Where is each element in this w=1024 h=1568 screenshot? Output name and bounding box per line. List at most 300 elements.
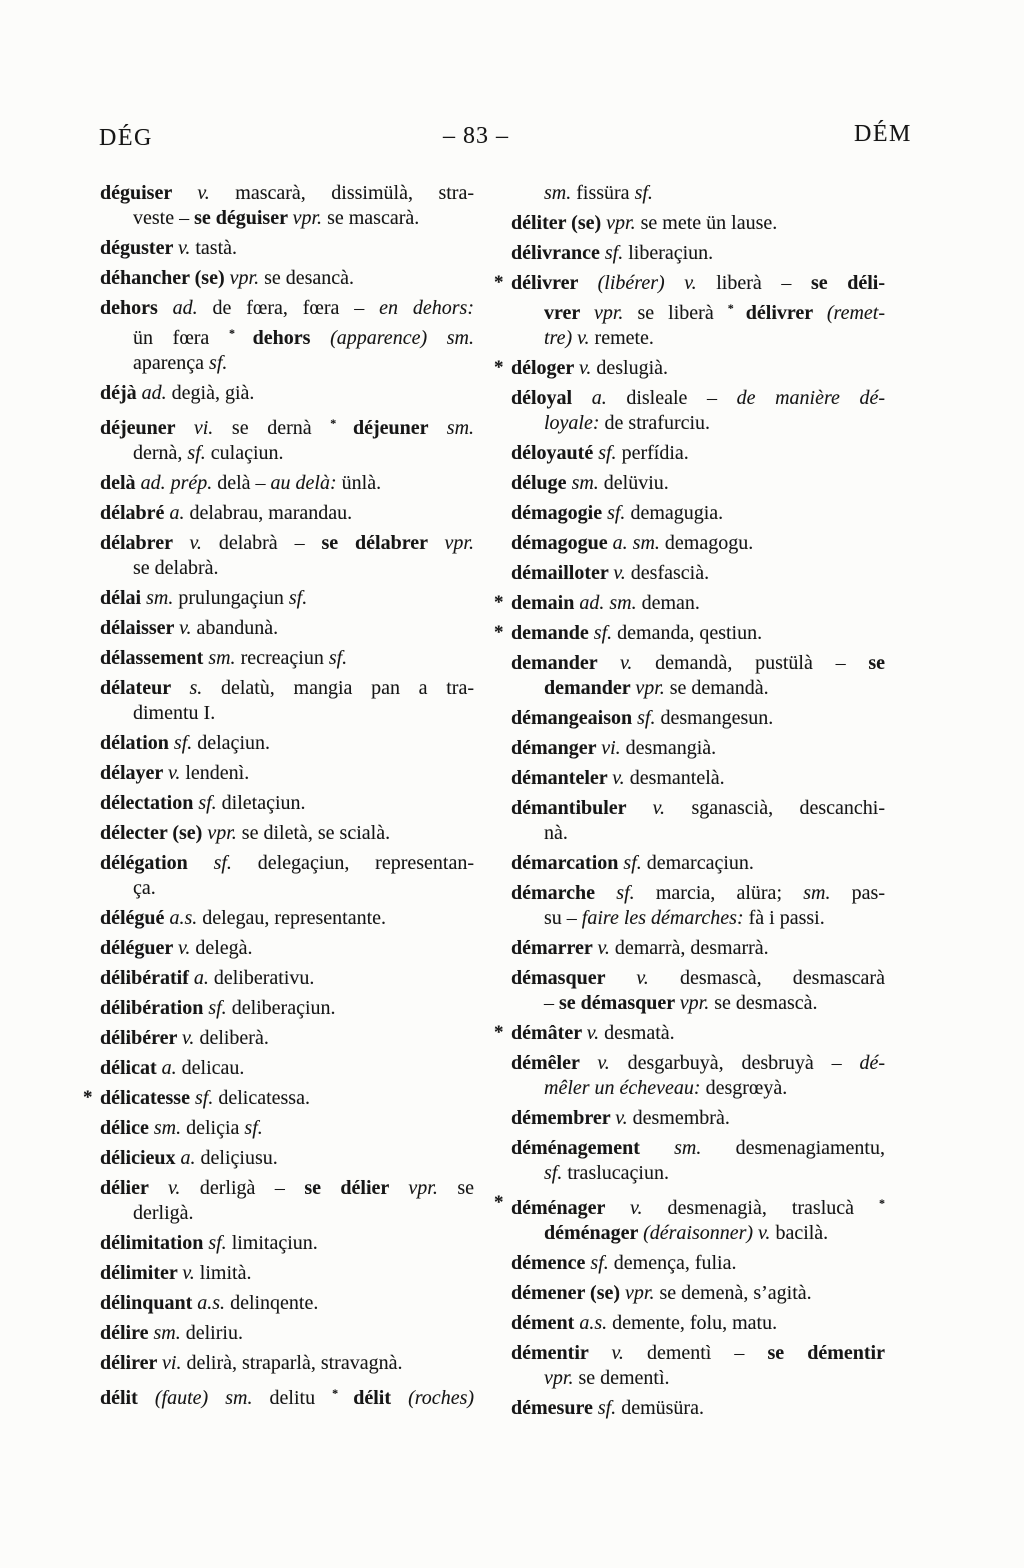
- translation-text: delegau, representante.: [202, 907, 387, 929]
- translation-text: culaçiun.: [210, 442, 284, 464]
- italic-text: sm.: [803, 882, 852, 904]
- translation-text: liberà –: [716, 272, 811, 294]
- entry-line: [511, 1106, 885, 1131]
- dictionary-entry: [100, 616, 474, 641]
- dictionary-entry: [100, 1176, 474, 1226]
- headword-text: se: [868, 652, 885, 674]
- dictionary-entry: [100, 646, 474, 671]
- entry-line: [511, 1076, 885, 1101]
- translation-text: delegà.: [195, 937, 253, 959]
- translation-text: demandà, pustülà –: [655, 652, 869, 674]
- translation-text: lendenì.: [185, 762, 250, 784]
- dictionary-entry: [511, 1251, 885, 1276]
- italic-text: sf.: [637, 707, 661, 729]
- headword-text: delà: [100, 472, 141, 494]
- entry-line: [511, 1396, 885, 1421]
- translation-text: veste –: [133, 207, 195, 229]
- entry-line: [100, 441, 474, 466]
- italic-text: sf.: [187, 442, 211, 464]
- italic-text: sf.: [198, 792, 222, 814]
- entry-line: [511, 676, 885, 701]
- headword-text: démagogue: [511, 532, 613, 554]
- headword-text: démailloter: [511, 562, 614, 584]
- dictionary-entry: [511, 1311, 885, 1336]
- headword-text: vrer: [544, 302, 594, 324]
- text-columns: [83, 181, 886, 1426]
- translation-text: delatù, mangia pan a tra-: [220, 677, 474, 699]
- headword-text: dément: [511, 1312, 580, 1334]
- italic-text: sf.: [590, 1252, 614, 1274]
- dictionary-entry: [494, 1191, 885, 1246]
- entry-line: [100, 411, 474, 441]
- headword-text: délabrer: [100, 532, 190, 554]
- italic-text: v.: [586, 1022, 605, 1044]
- dictionary-entry: [511, 1396, 885, 1421]
- translation-text: se: [457, 1177, 475, 1199]
- headword-text: déménager: [511, 1197, 631, 1219]
- italic-text: sf.: [616, 882, 656, 904]
- headword-text: délimitation: [100, 1232, 209, 1254]
- entry-line: [100, 1261, 474, 1286]
- italic-text: (apparence) sm.: [330, 327, 474, 349]
- translation-text: delinqente.: [230, 1292, 319, 1314]
- headword-text: déliter (se): [511, 212, 607, 234]
- headword-text: se démentir: [767, 1342, 885, 1364]
- dictionary-entry: [511, 181, 885, 206]
- dictionary-entry: [100, 501, 474, 526]
- headword-text: démener (se): [511, 1282, 626, 1304]
- entry-line: [511, 181, 885, 206]
- entry-line: [100, 761, 474, 786]
- translation-text: deliberà.: [199, 1027, 269, 1049]
- entry-line: [100, 586, 474, 611]
- headword-text: délabré: [100, 502, 170, 524]
- translation-text: desmenagià, traslucà: [667, 1197, 879, 1219]
- headword-text: délateur: [100, 677, 190, 699]
- dictionary-entry: [511, 1051, 885, 1101]
- italic-text: sf.: [597, 1397, 622, 1419]
- translation-text: se mascarà.: [327, 207, 420, 229]
- entry-line: [100, 936, 474, 961]
- italic-text: sf.: [593, 622, 618, 644]
- entry-line: [100, 381, 474, 406]
- entry-line: [100, 206, 474, 231]
- dictionary-entry: [100, 851, 474, 901]
- entry-line: [511, 621, 885, 646]
- italic-text: sm.: [153, 1322, 186, 1344]
- translation-text: recreaçiun: [240, 647, 329, 669]
- headword-text: demander: [511, 652, 621, 674]
- italic-text: sm.: [153, 1117, 187, 1139]
- dictionary-entry: [511, 936, 885, 961]
- translation-text: se mete ün lause.: [640, 212, 778, 234]
- dictionary-entry: [100, 906, 474, 931]
- italic-text: vpr.: [635, 677, 670, 699]
- italic-text: a. sm.: [612, 532, 665, 554]
- entry-line: [511, 991, 885, 1016]
- headword-text: délivrance: [511, 242, 605, 264]
- headword-text: démanteler: [511, 767, 613, 789]
- translation-text: bacilà.: [775, 1222, 829, 1244]
- translation-text: desmenagiamentu,: [735, 1137, 885, 1159]
- italic-text: mêler un écheveau:: [544, 1077, 706, 1099]
- italic-text: v.: [167, 1177, 200, 1199]
- translation-text: se delabrà.: [133, 557, 219, 579]
- entry-line: [100, 876, 474, 901]
- italic-text: v.: [620, 652, 656, 674]
- entry-line: [511, 1281, 885, 1306]
- dictionary-entry: [100, 996, 474, 1021]
- headword-text: déloger: [511, 357, 579, 379]
- italic-text: v.: [597, 1052, 628, 1074]
- dictionary-entry: [100, 1351, 474, 1376]
- translation-text: limità.: [199, 1262, 252, 1284]
- italic-text: a.: [161, 1057, 182, 1079]
- italic-text: sf.: [209, 352, 228, 374]
- dictionary-entry: [100, 181, 474, 231]
- entry-line: [100, 556, 474, 581]
- headword-text: démesure: [511, 1397, 598, 1419]
- left-column: [83, 181, 475, 1426]
- italic-text: vpr.: [625, 1282, 660, 1304]
- italic-text: v.: [578, 357, 597, 379]
- dictionary-entry: [511, 796, 885, 846]
- headword-text: démasquer: [511, 967, 637, 989]
- entry-line: [511, 211, 885, 236]
- inline-asterisk: *: [332, 1386, 354, 1400]
- inline-asterisk: *: [727, 301, 746, 315]
- entry-line: [511, 1341, 885, 1366]
- italic-text: vpr.: [229, 267, 265, 289]
- dictionary-entry: [511, 386, 885, 436]
- translation-text: desmangesun.: [660, 707, 774, 729]
- dictionary-entry: [511, 706, 885, 731]
- dictionary-entry: [100, 586, 474, 611]
- dictionary-entry: [100, 1231, 474, 1256]
- translation-text: desmascà, desmascarà: [679, 967, 885, 989]
- italic-text: sm.: [544, 182, 577, 204]
- translation-text: demarrà, desmarrà.: [614, 937, 769, 959]
- italic-text: s.: [189, 677, 221, 699]
- dictionary-entry: [100, 1261, 474, 1286]
- entry-line: [100, 1176, 474, 1201]
- entry-line: [511, 851, 885, 876]
- entry-line: [511, 821, 885, 846]
- italic-text: vpr.: [408, 1177, 458, 1199]
- entry-line: [511, 326, 885, 351]
- headword-text: dehors: [252, 327, 331, 349]
- italic-text: a.s.: [197, 1292, 231, 1314]
- translation-text: delabrau, marandau.: [189, 502, 353, 524]
- translation-text: disleale –: [626, 387, 737, 409]
- headword-text: délation: [100, 732, 174, 754]
- entry-line: [100, 1116, 474, 1141]
- italic-text: v.: [613, 562, 631, 584]
- italic-text: vpr.: [606, 212, 641, 234]
- translation-text: sganascià, descanchi-: [691, 797, 885, 819]
- dictionary-entry: [511, 966, 885, 1016]
- dictionary-entry: [100, 1321, 474, 1346]
- dictionary-entry: [511, 561, 885, 586]
- italic-text: tre) v.: [544, 327, 595, 349]
- italic-text: a.: [180, 1147, 201, 1169]
- headword-text: démagogie: [511, 502, 608, 524]
- italic-text: vi.: [162, 1352, 187, 1374]
- entry-line: [511, 1366, 885, 1391]
- translation-text: demanda, qestiun.: [617, 622, 763, 644]
- translation-text: deslugià.: [596, 357, 669, 379]
- headword-text: déjeuner: [100, 417, 194, 439]
- entry-line: [100, 821, 474, 846]
- italic-text: (déraisonner) v.: [643, 1222, 776, 1244]
- entry-star-marker: *: [494, 1022, 504, 1043]
- dictionary-entry: [100, 821, 474, 846]
- headword-text: démangeaison: [511, 707, 638, 729]
- entry-line: [100, 236, 474, 261]
- entry-line: [100, 701, 474, 726]
- italic-text: ad.: [141, 382, 172, 404]
- dictionary-entry: [100, 761, 474, 786]
- headword-text: démâter: [511, 1022, 587, 1044]
- italic-text: sm.: [208, 647, 241, 669]
- entry-line: [100, 1291, 474, 1316]
- headword-text: se délabrer: [321, 532, 445, 554]
- italic-text: v.: [179, 617, 197, 639]
- headword-text: délit: [100, 1387, 155, 1409]
- headword-text: démantibuler: [511, 797, 653, 819]
- translation-text: delüviu.: [603, 472, 669, 494]
- entry-line: [511, 651, 885, 676]
- translation-text: se desancà.: [264, 267, 355, 289]
- headword-text: délégué: [100, 907, 170, 929]
- headword-text: délecter (se): [100, 822, 208, 844]
- translation-text: liberaçiun.: [628, 242, 714, 264]
- italic-text: vpr.: [444, 532, 474, 554]
- headword-text: demande: [511, 622, 594, 644]
- translation-text: desgrœyà.: [705, 1077, 788, 1099]
- headword-text: délaisser: [100, 617, 180, 639]
- dictionary-entry: [100, 1116, 474, 1141]
- dictionary-entry: [494, 621, 885, 646]
- italic-text: v.: [597, 937, 615, 959]
- italic-text: v.: [636, 967, 680, 989]
- entry-line: [100, 851, 474, 876]
- headword-text: délégation: [100, 852, 214, 874]
- dictionary-entry: [511, 211, 885, 236]
- italic-text: vpr.: [207, 822, 242, 844]
- italic-text: sf.: [208, 997, 232, 1019]
- entry-line: [100, 1056, 474, 1081]
- italic-text: vpr.: [292, 207, 328, 229]
- italic-text: v.: [167, 762, 186, 784]
- italic-text: vpr.: [544, 1367, 579, 1389]
- translation-text: deliberaçiun.: [231, 997, 336, 1019]
- headword-text: délire: [100, 1322, 154, 1344]
- italic-text: faire les démarches:: [581, 907, 749, 929]
- entry-line: [100, 1086, 474, 1111]
- inline-asterisk: *: [879, 1196, 885, 1210]
- italic-text: v.: [197, 182, 236, 204]
- translation-text: remete.: [594, 327, 654, 349]
- headword-text: délicat: [100, 1057, 162, 1079]
- dictionary-entry: [511, 881, 885, 931]
- entry-line: [100, 791, 474, 816]
- translation-text: abandunà.: [196, 617, 279, 639]
- italic-text: v.: [612, 767, 630, 789]
- entry-line: [511, 561, 885, 586]
- headword-text: démanger: [511, 737, 602, 759]
- headword-text: délibération: [100, 997, 209, 1019]
- headword-text: délayer: [100, 762, 168, 784]
- italic-text: sf.: [244, 1117, 263, 1139]
- translation-text: tastà.: [195, 237, 238, 259]
- translation-text: se dementì.: [578, 1367, 670, 1389]
- page-number: – 83 –: [443, 123, 509, 149]
- entry-line: [511, 796, 885, 821]
- dictionary-entry: [100, 471, 474, 496]
- italic-text: a.: [591, 387, 627, 409]
- headword-text: délice: [100, 1117, 154, 1139]
- dictionary-entry: [511, 241, 885, 266]
- dictionary-entry: [100, 236, 474, 261]
- translation-text: limitaçiun.: [231, 1232, 318, 1254]
- entry-line: [511, 1051, 885, 1076]
- translation-text: se desmascà.: [714, 992, 818, 1014]
- translation-text: deliçia: [186, 1117, 245, 1139]
- dictionary-entry: [511, 1106, 885, 1131]
- italic-text: sm.: [446, 417, 475, 439]
- translation-text: deliriu.: [185, 1322, 243, 1344]
- entry-line: [100, 616, 474, 641]
- dictionary-entry: [83, 1086, 474, 1111]
- translation-text: perfídia.: [621, 442, 689, 464]
- entry-line: [511, 1251, 885, 1276]
- entry-line: [511, 296, 885, 326]
- translation-text: delegaçiun, representan-: [257, 852, 475, 874]
- translation-text: desgarbuyà, desbruyà –: [627, 1052, 860, 1074]
- italic-text: a.s.: [579, 1312, 613, 1334]
- entry-line: [511, 1161, 885, 1186]
- translation-text: se demenà, s’agità.: [659, 1282, 812, 1304]
- translation-text: derligà –: [199, 1177, 305, 1199]
- entry-line: [100, 676, 474, 701]
- translation-text: desfascià.: [630, 562, 710, 584]
- dictionary-entry: [494, 1021, 885, 1046]
- dictionary-entry: [511, 851, 885, 876]
- italic-text: v.: [611, 1342, 647, 1364]
- translation-text: desmembrà.: [632, 1107, 730, 1129]
- dictionary-entry: [100, 1026, 474, 1051]
- translation-text: aparença: [133, 352, 210, 374]
- headword-text: déjà: [100, 382, 142, 404]
- translation-text: se demandà.: [669, 677, 769, 699]
- headword-text: démentir: [511, 1342, 612, 1364]
- italic-text: (remet-: [826, 302, 885, 324]
- headword-text: déjeuner: [352, 417, 447, 439]
- translation-text: se liberà: [637, 302, 728, 324]
- italic-text: sf.: [328, 647, 348, 669]
- headword-text: délectation: [100, 792, 199, 814]
- dictionary-entry: [494, 591, 885, 616]
- dictionary-entry: [100, 1291, 474, 1316]
- dictionary-entry: [100, 266, 474, 291]
- italic-text: loyale:: [544, 412, 605, 434]
- italic-text: sf.: [607, 502, 631, 524]
- headword-text: se déguiser: [194, 207, 293, 229]
- entry-line: [100, 296, 474, 321]
- translation-text: mascarà, dissimülà, stra-: [235, 182, 474, 204]
- translation-text: delicatessa.: [218, 1087, 310, 1109]
- entry-line: [511, 736, 885, 761]
- entry-line: [100, 1321, 474, 1346]
- entry-line: [100, 1026, 474, 1051]
- inline-asterisk: *: [330, 416, 353, 430]
- italic-text: sf.: [173, 732, 198, 754]
- header-guide-word-right: DÉM: [854, 121, 912, 147]
- italic-text: vpr.: [679, 992, 715, 1014]
- headword-text: délicieux: [100, 1147, 181, 1169]
- entry-star-marker: *: [83, 1087, 93, 1108]
- italic-text: vi.: [193, 417, 232, 439]
- entry-line: [511, 356, 885, 381]
- translation-text: dimentu I.: [133, 702, 216, 724]
- translation-text: dernà,: [133, 442, 188, 464]
- headword-text: délier: [100, 1177, 168, 1199]
- headword-text: délassement: [100, 647, 209, 669]
- headword-text: démarrer: [511, 937, 598, 959]
- entry-line: [100, 1381, 474, 1411]
- translation-text: ünlà.: [341, 472, 382, 494]
- translation-text: deman.: [641, 592, 700, 614]
- headword-text: déloyal: [511, 387, 592, 409]
- entry-line: [100, 996, 474, 1021]
- dictionary-entry: [511, 1341, 885, 1391]
- translation-text: prulungaçiun: [178, 587, 289, 609]
- entry-line: [511, 881, 885, 906]
- headword-text: déluge: [511, 472, 572, 494]
- translation-text: traslucaçiun.: [567, 1162, 669, 1184]
- italic-text: sf.: [544, 1162, 568, 1184]
- headword-text: se démasquer: [559, 992, 680, 1014]
- entry-line: [100, 646, 474, 671]
- italic-text: v.: [177, 237, 196, 259]
- headword-text: demain: [511, 592, 580, 614]
- headword-text: déguiser: [100, 182, 198, 204]
- dictionary-entry: [511, 651, 885, 701]
- dictionary-entry: [511, 501, 885, 526]
- translation-text: delabrà –: [218, 532, 322, 554]
- headword-text: dehors: [100, 297, 173, 319]
- dictionary-entry: [100, 936, 474, 961]
- headword-text: délibératif: [100, 967, 194, 989]
- dictionary-entry: [511, 471, 885, 496]
- headword-text: demander: [544, 677, 636, 699]
- italic-text: sm.: [674, 1137, 736, 1159]
- translation-text: dementì –: [646, 1342, 768, 1364]
- dictionary-entry: [494, 356, 885, 381]
- headword-text: délinquant: [100, 1292, 198, 1314]
- dictionary-entry: [100, 1146, 474, 1171]
- dictionary-entry: [100, 791, 474, 816]
- entry-line: [511, 766, 885, 791]
- italic-text: vpr.: [593, 302, 638, 324]
- headword-text: délirer: [100, 1352, 163, 1374]
- translation-text: deliçiusu.: [200, 1147, 278, 1169]
- translation-text: delà –: [217, 472, 271, 494]
- headword-text: se délier: [304, 1177, 409, 1199]
- entry-star-marker: *: [494, 622, 504, 643]
- translation-text: ün fœra: [133, 327, 229, 349]
